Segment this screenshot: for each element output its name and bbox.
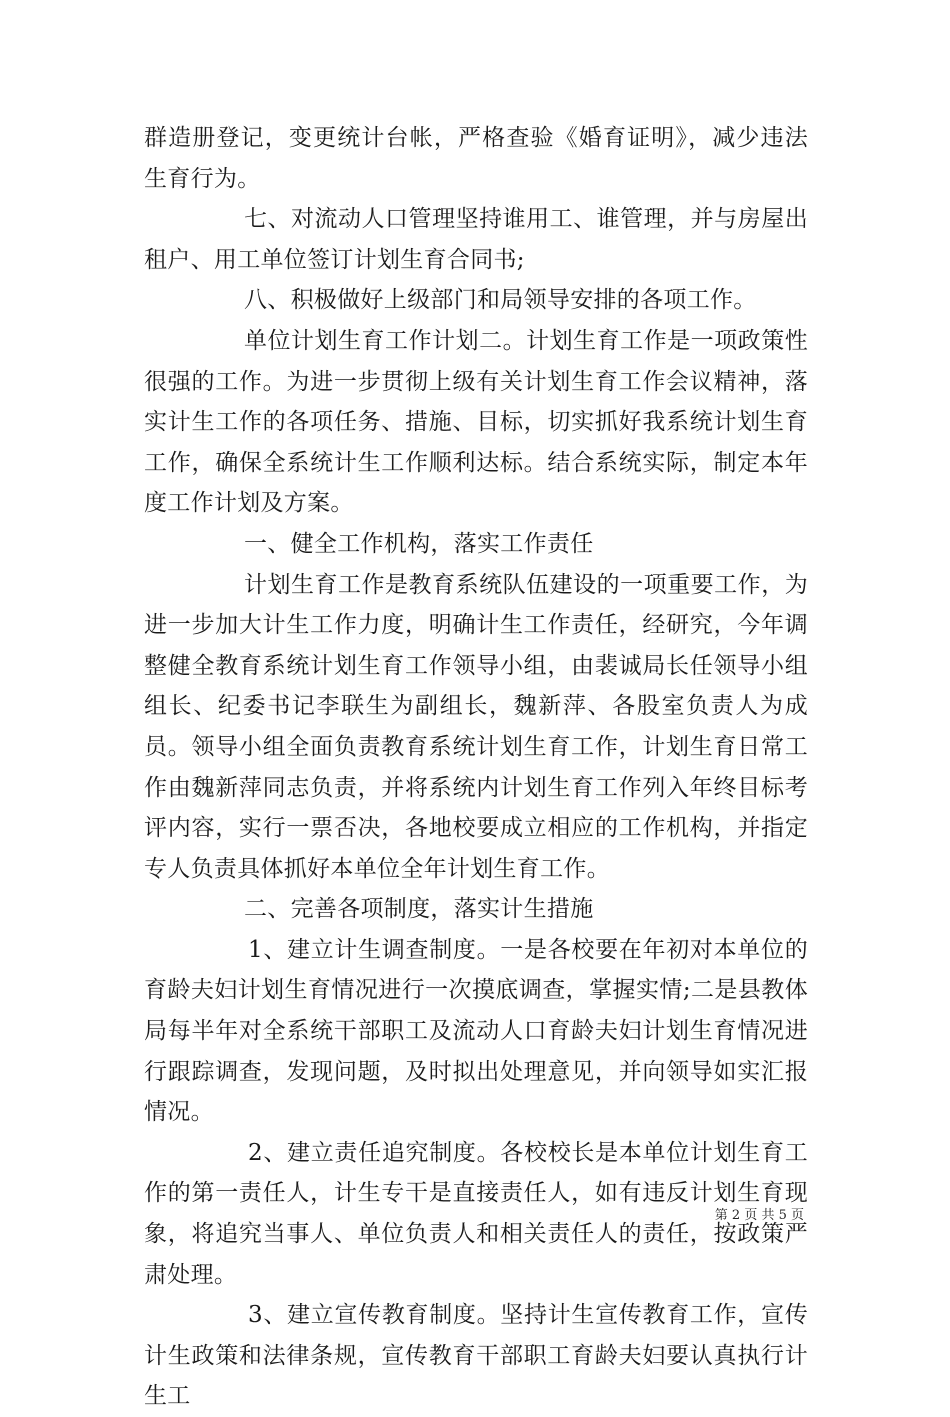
paragraph-section-1-body: 计划生育工作是教育系统队伍建设的一项重要工作，为进一步加大计生工作力度，明确计生工作责任，经研究，今年调整健全教育系统计划生育工作领导小组，由裴诚局长任领导小组组长、纪委书记李联生为副组长，魏新萍、各股室负责人为成员。领导小组全面负责教育系统计划生育工作，计划生育日常工作由魏新萍同志负责，并将系统内计划生育工作列入年终目标考评内容，实行一票否决，各地校要成立相应的工作机构，并指定专人负责具体抓好本单位全年计划生育工作。: [144, 571, 808, 882]
paragraph-continuation: 群造册登记，变更统计台帐，严格查验《婚育证明》，减少违法生育行为。: [144, 125, 808, 192]
paragraph-item-8: 八、积极做好上级部门和局领导安排的各项工作。: [244, 287, 757, 314]
paragraph-measure-3: 3、建立宣传教育制度。坚持计生宣传教育工作，宣传计生政策和法律条规，宣传教育干部职工育龄夫妇要认真执行计生工: [144, 1302, 808, 1410]
paragraph-measure-2: 2、建立责任追究制度。各校校长是本单位计划生育工作的第一责任人，计生专干是直接责任人，如有违反计划生育现象，将追究当事人、单位负责人和相关责任人的责任，按政策严肃处理。: [144, 1139, 808, 1288]
section-heading-1: 一、健全工作机构，落实工作责任: [244, 530, 594, 557]
page-number-footer: 第 2 页 共 5 页: [714, 1208, 804, 1223]
section-heading-2: 二、完善各项制度，落实计生措施: [244, 896, 594, 923]
paragraph-plan-two-intro: 单位计划生育工作计划二。计划生育工作是一项政策性很强的工作。为进一步贯彻上级有关计划生育工作会议精神，落实计生工作的各项任务、措施、目标，切实抓好我系统计划生育工作，确保全系统计生工作顺利达标。结合系统实际，制定本年度工作计划及方案。: [144, 327, 808, 517]
paragraph-measure-1: 1、建立计生调查制度。一是各校要在年初对本单位的育龄夫妇计划生育情况进行一次摸底调查，掌握实情;二是县教体局每半年对全系统干部职工及流动人口育龄夫妇计划生育情况进行跟踪调查，发现问题，及时拟出处理意见，并向领导如实汇报情况。: [144, 936, 808, 1126]
document-body: [144, 118, 808, 1417]
paragraph-item-7: 七、对流动人口管理坚持谁用工、谁管理，并与房屋出租户、用工单位签订计划生育合同书;: [144, 206, 808, 273]
